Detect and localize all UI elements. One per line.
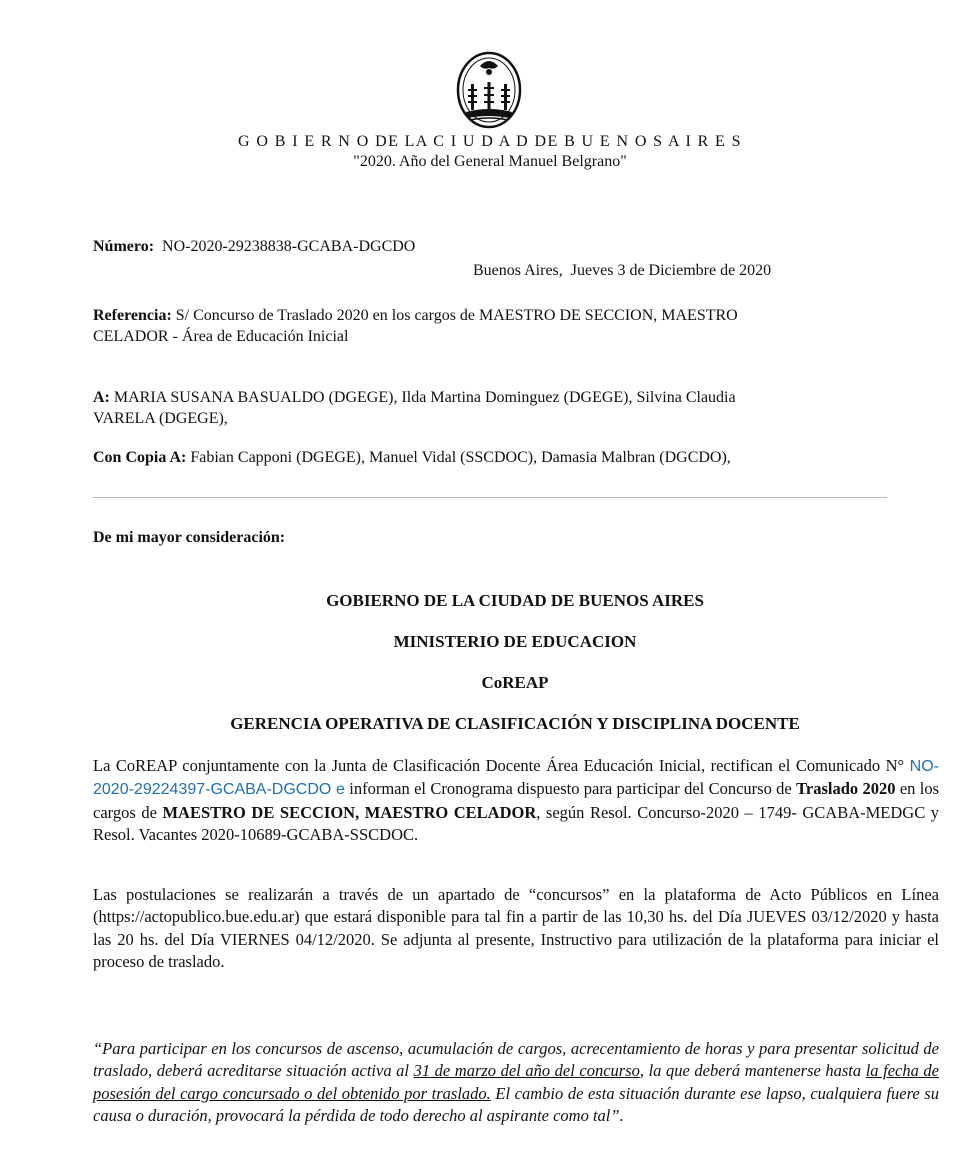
salutation: [93, 529, 285, 547]
para1-bold-traslado: Traslado 2020: [796, 779, 896, 799]
heading-ministry: MINISTERIO DE EDUCACION: [393, 632, 637, 651]
referencia-line1: S/ Concurso de Traslado 2020 en los cargos de MAESTRO DE SECCION, MAESTRO: [175, 307, 738, 324]
document-date: [473, 262, 771, 280]
copy-label: Con Copia A:: [93, 449, 187, 466]
recipients-label: A:: [93, 389, 110, 406]
copy-value: Fabian Capponi (DGEGE), Manuel Vidal (SSCDOC), Damasia Malbran (DGCDO),: [190, 449, 731, 466]
paragraph-cronograma: [93, 755, 939, 846]
numero-label: Número:: [93, 238, 155, 255]
heading-government: GOBIERNO DE LA CIUDAD DE BUENOS AIRES: [326, 591, 704, 610]
quote-text-3: El cambio de esta situación durante ese lapso, cualquiera fuere su causa o duración, provocará la pérdida de todo derecho al aspirante como tal”.: [93, 1083, 939, 1125]
quote-underline-1: 31 de marzo del año del concurso: [413, 1061, 640, 1081]
quote-text-2: , la que deberá mantenerse hasta: [639, 1061, 866, 1081]
document-number: [93, 238, 415, 256]
government-title: G O B I E R N O DE LA C I U D A D DE B U E N O S A I R E S: [238, 133, 742, 150]
heading-gerencia: GERENCIA OPERATIVA DE CLASIFICACIÓN Y DISCIPLINA DOCENTE: [230, 714, 800, 733]
salutation-text: De mi mayor consideración:: [93, 529, 286, 546]
comunicado-link[interactable]: NO-2020-29224397-GCABA-DGCDO e: [93, 758, 939, 799]
referencia-label: Referencia:: [93, 307, 172, 324]
city-seal-icon: [456, 48, 522, 130]
para1-text-1: La CoREAP conjuntamente con la Junta de Clasificación Docente Área Educación Inicial, rectifican el Comunicado N°: [93, 756, 910, 775]
recipients-line2: VARELA (DGEGE),: [93, 410, 228, 427]
date-place: Buenos Aires,: [473, 262, 563, 279]
reference-block: [93, 305, 913, 347]
year-motto: "2020. Año del General Manuel Belgrano": [353, 153, 627, 170]
heading-coreap: CoREAP: [481, 673, 549, 692]
separator-line: [93, 497, 887, 498]
referencia-line2: CELADOR - Área de Educación Inicial: [93, 328, 349, 345]
para1-bold-cargos: MAESTRO DE SECCION, MAESTRO CELADOR: [162, 802, 537, 822]
date-value: Jueves 3 de Diciembre de 2020: [570, 262, 772, 279]
paragraph-postulaciones: Las postulaciones se realizarán a través de un apartado de “concursos” en la plataforma de Acto Públicos en Línea (https://actopublico.bue.edu.ar) que estará disponible para tal fin a partir de las 10,30 hs. del Día JUEVES 03/12/2020 y hasta las 20 hs. del Día VIERNES 04/12/2020. Se adjunta al presente, Instructivo para utilización de la plataforma para iniciar el proceso de traslado.: [93, 885, 939, 971]
para1-text-2: informan el Cronograma dispuesto para participar del Concurso de: [344, 779, 797, 799]
copy-block: [93, 449, 913, 467]
recipients-line1: MARIA SUSANA BASUALDO (DGEGE), Ilda Martina Dominguez (DGEGE), Silvina Claudia: [113, 389, 736, 406]
quote-underline-2: la fecha de posesión del cargo concursado o del obtenido por traslado.: [93, 1061, 939, 1103]
quote-text-1: “Para participar en los concursos de ascenso, acumulación de cargos, acrecentamiento de horas y para presentar solicitud de traslado, deberá acreditarse situación activa al: [93, 1039, 939, 1081]
para1-text-3: en los cargos de: [93, 779, 939, 822]
numero-value: NO-2020-29238838-GCABA-DGCDO: [162, 238, 416, 255]
para1-text-4: , según Resol. Concurso-2020 – 1749- GCABA-MEDGC y Resol. Vacantes 2020-10689-GCABA-SSCDOC.: [93, 802, 940, 844]
quoted-regulation: [93, 1038, 939, 1127]
recipients-block: [93, 387, 913, 429]
